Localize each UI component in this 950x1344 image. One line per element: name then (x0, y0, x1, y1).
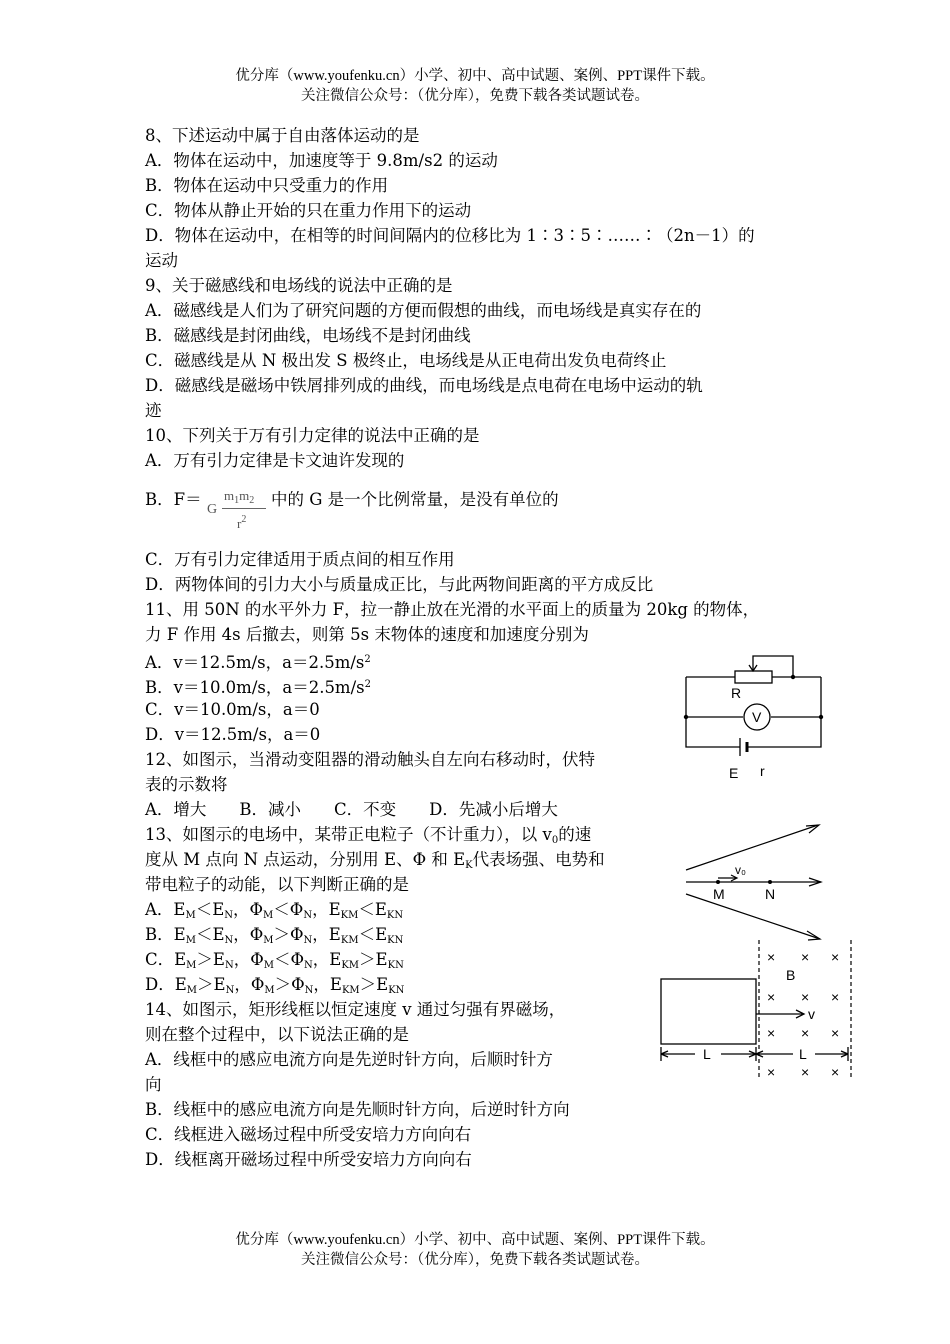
q8-option-c: C．物体从静止开始的只在重力作用下的运动 (145, 201, 472, 220)
q11-stem: 11、用 50N 的水平外力 F，拉一静止放在光滑的水平面上的质量为 20kg 的物体， (145, 600, 760, 619)
label-r: R (731, 685, 742, 701)
q9-stem: 9、关于磁感线和电场线的说法中正确的是 (145, 276, 453, 295)
q11-stem-cont: 力 F 作用 4s 后撤去，则第 5s 末物体的速度和加速度分别为 (145, 625, 589, 644)
label-v0: v₀ (735, 863, 746, 877)
q13-stem: 13、如图示的电场中，某带正电粒子（不计重力），以 $v_0$的速 (145, 825, 592, 846)
q9-option-c: C．磁感线是从 N 极出发 S 极终止，电场线是从正电荷出发负电荷终止 (145, 351, 667, 370)
rheostat-body (735, 671, 772, 683)
field-cross: × (831, 989, 840, 1005)
formula-fraction-bar (222, 508, 266, 509)
q13-option-c: C．$E_M>E_N$，$\Phi_M<\Phi_N$，$E_{KM}>E_{KN}$ (145, 950, 404, 971)
q9-option-d-cont: 迹 (145, 401, 162, 420)
q13-option-b: B．$E_M<E_N$，$\Phi_M>\Phi_N$，$E_{KM}<E_{KN}$ (145, 925, 404, 946)
field-cross: × (801, 1025, 810, 1041)
field-cross: × (831, 1064, 840, 1080)
label-v: v (808, 1006, 815, 1022)
label-m: M (713, 886, 725, 902)
page-header-line-1: 优分库（www.youfenku.cn）小学、初中、高中试题、案例、PPT课件下载。 (235, 68, 715, 84)
point-m-dot (716, 880, 720, 884)
q9-option-b: B．磁感线是封闭曲线，电场线不是封闭曲线 (145, 326, 471, 345)
q14-stem: 14、如图示，矩形线框以恒定速度 v 通过匀强有界磁场， (145, 1000, 566, 1019)
q14-option-c: C．线框进入磁场过程中所受安培力方向向右 (145, 1125, 472, 1144)
field-cross: × (767, 949, 776, 965)
field-cross: × (831, 949, 840, 965)
q10-option-c: C．万有引力定律适用于质点间的相互作用 (145, 550, 455, 569)
field-cross: × (801, 989, 810, 1005)
q14-option-a: A．线框中的感应电流方向是先逆时针方向，后顺时针方 (145, 1050, 553, 1069)
q10-option-b-suffix: 中的 G 是一个比例常量，是没有单位的 (271, 490, 559, 509)
label-l-right: L (799, 1046, 807, 1062)
label-n: N (765, 886, 776, 902)
field-cross: × (801, 1064, 810, 1080)
q10-option-a: A．万有引力定律是卡文迪许发现的 (145, 451, 405, 470)
q14-option-a-cont: 向 (145, 1075, 162, 1094)
q10-stem: 10、下列关于万有引力定律的说法中正确的是 (145, 426, 480, 445)
q9-option-a: A．磁感线是人们为了研究问题的方便而假想的曲线，而电场线是真实存在的 (145, 301, 702, 320)
q8-option-d: D．物体在运动中，在相等的时间间隔内的位移比为 1∶3∶5∶……∶（2n－1）的 (145, 226, 755, 245)
q11-option-c: C．v＝10.0m/s，a＝0 (145, 700, 320, 719)
label-v: V (752, 709, 762, 725)
label-b: B (786, 967, 796, 983)
q11-option-d: D．v＝12.5m/s，a＝0 (145, 725, 321, 744)
q14-stem-cont: 则在整个过程中，以下说法正确的是 (145, 1025, 409, 1044)
point-n-dot (768, 880, 772, 884)
q12-stem-cont: 表的示数将 (145, 775, 228, 794)
q8-option-a: A．物体在运动中，加速度等于 9.8m/s2 的运动 (145, 151, 498, 170)
rheostat-slider-wire (753, 656, 793, 677)
q14-option-b: B．线框中的感应电流方向是先顺时针方向，后逆时针方向 (145, 1100, 570, 1119)
formula-g: G (207, 502, 218, 517)
field-cross: × (801, 949, 810, 965)
q8-option-b: B．物体在运动中只受重力的作用 (145, 176, 389, 195)
q14-option-d: D．线框离开磁场过程中所受安培力方向向右 (145, 1150, 472, 1169)
q12-options: A．增大 B．减小 C．不变 D．先减小后增大 (145, 800, 558, 819)
magnetic-field-diagram (655, 935, 860, 1085)
q13-stem-cont-2: 带电粒子的动能，以下判断正确的是 (145, 875, 409, 894)
q10-option-b-prefix: B．F＝ (145, 490, 202, 509)
field-cross: × (767, 1064, 776, 1080)
label-r-internal: r (760, 763, 765, 779)
junction-dot-top (791, 675, 795, 679)
q13-stem-cont: 度从 M 点向 N 点运动，分别用 E、Φ 和 $E_K$代表场强、电势和 (145, 850, 605, 871)
q8-option-d-cont: 运动 (145, 251, 178, 270)
formula-numerator: $m_1m_2$ (224, 488, 255, 506)
q11-option-a: A．v＝12.5m/s，$a=2.5m/s^2$ (145, 653, 371, 672)
q8-stem: 8、下述运动中属于自由落体运动的是 (145, 126, 420, 145)
page-footer-line-1: 优分库（www.youfenku.cn）小学、初中、高中试题、案例、PPT课件下载。 (235, 1232, 715, 1248)
label-l-left: L (703, 1046, 711, 1062)
label-e: E (729, 765, 739, 781)
field-cross: × (767, 1025, 776, 1041)
junction-dot-left (684, 715, 688, 719)
q11-option-b: B．v＝10.0m/s，$a=2.5m/s^2$ (145, 678, 371, 697)
q13-option-a: A．$E_M<E_N$，$\Phi_M<\Phi_N$，$E_{KM}<E_{KN}$ (145, 900, 404, 921)
q13-option-d: D．$E_M>E_N$，$\Phi_M>\Phi_N$，$E_{KM}>E_{KN}$ (145, 975, 405, 996)
field-line-lower (686, 894, 820, 939)
q12-stem: 12、如图示，当滑动变阻器的滑动触头自左向右移动时，伏特 (145, 750, 595, 769)
circuit-diagram (680, 650, 825, 785)
page-header-line-2: 关注微信公众号：（优分库），免费下载各类试题试卷。 (301, 88, 649, 104)
electric-field-diagram (680, 815, 825, 945)
coil-frame (661, 979, 756, 1044)
field-cross: × (767, 989, 776, 1005)
formula-denominator: $r^2$ (237, 514, 247, 531)
page-footer-line-2: 关注微信公众号：（优分库），免费下载各类试题试卷。 (301, 1252, 649, 1268)
junction-dot-right (819, 715, 823, 719)
field-cross: × (831, 1025, 840, 1041)
field-line-upper (686, 825, 818, 870)
q9-option-d: D．磁感线是磁场中铁屑排列成的曲线，而电场线是点电荷在电场中运动的轨 (145, 376, 703, 395)
q10-option-d: D．两物体间的引力大小与质量成正比，与此两物间距离的平方成反比 (145, 575, 654, 594)
